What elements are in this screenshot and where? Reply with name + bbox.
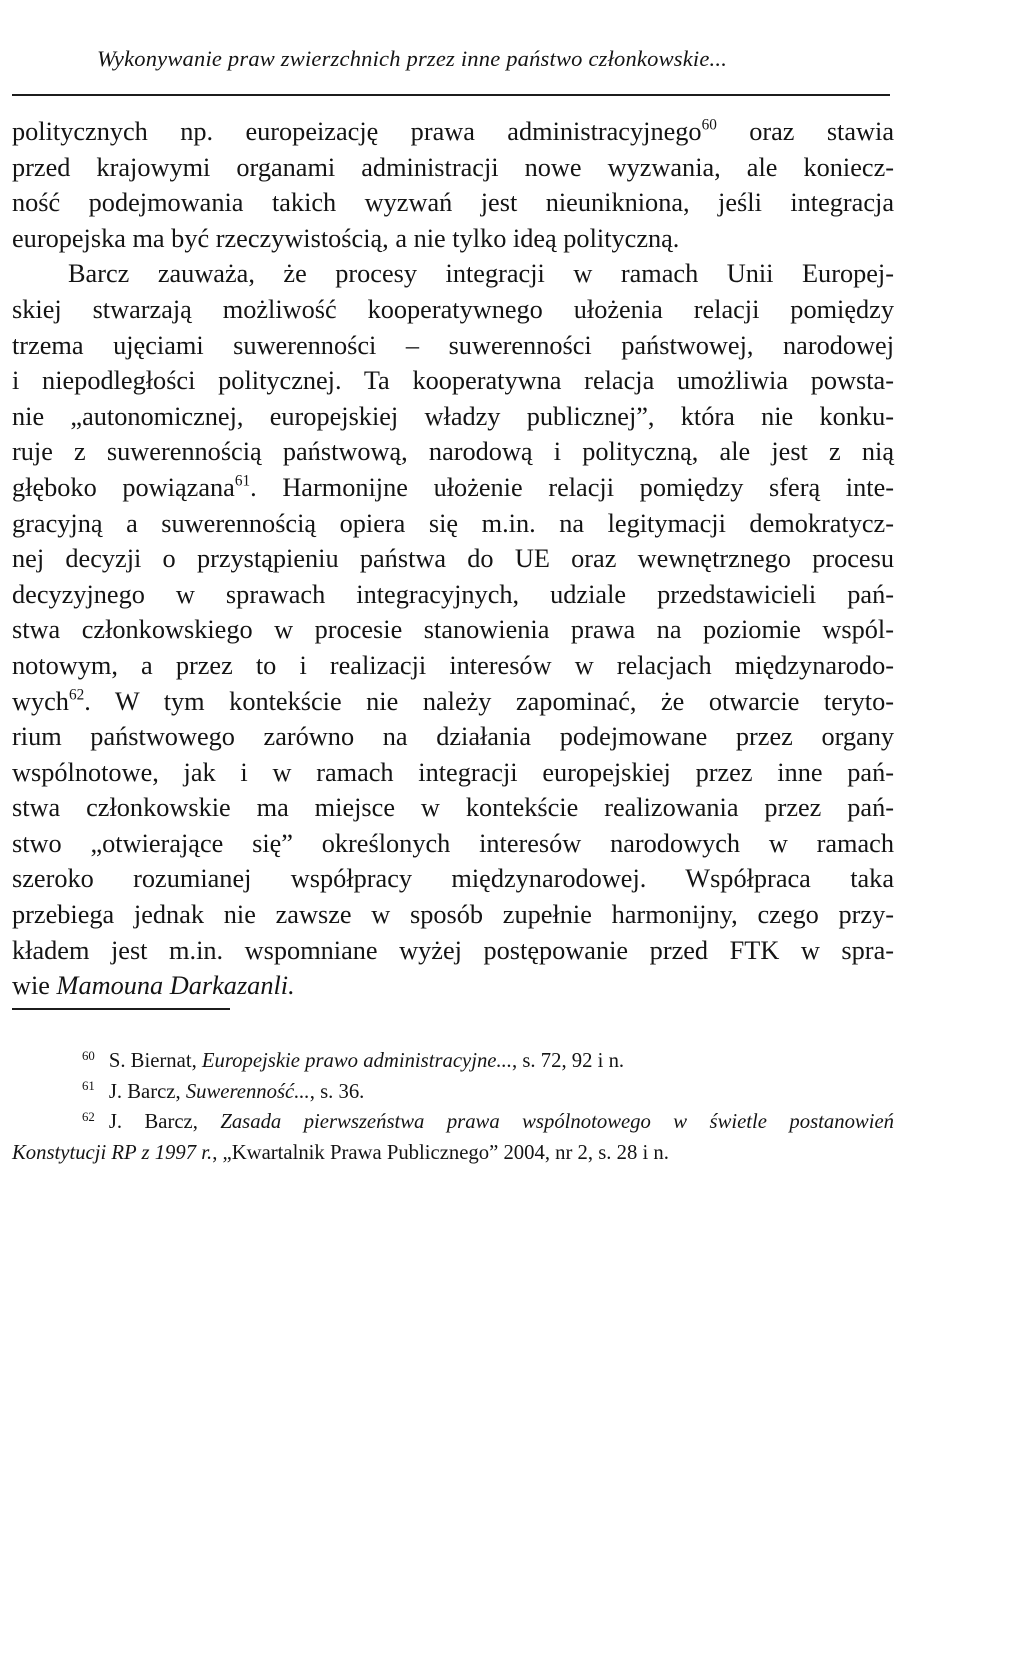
body-line: stwo „otwierające się” określonych interesów narodowych w ramach [12,828,894,858]
body-line: stwa członkowskie ma miejsce w kontekście realizowania przez pań- [12,793,894,823]
footnote-title: Konstytucji RP z 1997 r. [12,1141,213,1164]
footnote-61 [12,1077,894,1108]
footnote-ref-62[interactable]: 62 [68,685,85,703]
footnote-separator [12,1008,230,1010]
body-line: decyzyjnego w sprawach integracyjnych, udziale przedstawicieli pań- [12,579,894,609]
body-line: rium państwowego zarówno na działania podejmowane przez organy [12,722,894,752]
footnote-text: , „Kwartalnik Prawa Publicznego” 2004, nr 2, s. 28 i n. [212,1141,669,1164]
body-text-span: . W tym kontekście nie należy zapominać, że otwarcie teryto- [84,686,894,716]
body-text-span: politycznych np. europeizację prawa administracyjnego [12,117,702,146]
footnote-62-continuation [12,1138,894,1169]
footnote-text: , s. 36. [309,1080,365,1103]
header-rule [12,94,890,96]
body-line: wspólnotowe, jak i w ramach integracji europejskiej przez inne pań- [12,757,894,787]
body-line: kładem jest m.in. wspomniane wyżej postępowanie przed FTK w spra- [12,935,894,965]
footnotes [12,1046,894,1168]
body-line: przed krajowymi organami administracji nowe wyzwania, ale koniecz- [12,152,894,182]
body-line: trzema ujęciami suwerenności – suwerenności państwowej, narodowej [12,330,894,360]
footnote-title: Europejskie prawo administracyjne... [201,1050,513,1072]
body-line: europejska ma być rzeczywistością, a nie tylko ideą polityczną. [12,223,680,253]
body-line: i niepodległości politycznej. Ta kooperatywna relacja umożliwia powsta- [12,366,894,396]
body-line: ruje z suwerennością państwową, narodową i polityczną, ale jest z nią [12,437,894,467]
body-text-span: głęboko powiązana [12,472,235,502]
body-line [12,968,894,1004]
footnote-number: 60 [82,1048,95,1063]
body-text-span: oraz stawia [716,117,895,146]
body-text-span: wych [12,686,69,716]
body-line [12,114,894,150]
body-line: szeroko rozumianej współpracy międzynarodowej. Współpraca taka [12,864,894,894]
footnote-text: S. Biernat, [108,1050,202,1072]
body-line: notowym, a przez to i realizacji interesów w relacjach międzynarodo- [12,650,894,680]
footnote-text: J. Barcz, [108,1080,186,1103]
footnote-number: 62 [82,1109,95,1124]
body-line [12,684,894,720]
body-line: przebiega jednak nie zawsze w sposób zupełnie harmonijny, czego przy- [12,900,894,930]
body-line: gracyjną a suwerennością opiera się m.in. na legitymacji demokratycz- [12,508,894,538]
body-line: ność podejmowania takich wyzwań jest nieunikniona, jeśli integracja [12,188,894,218]
case-name: Mamouna Darkazanli. [56,971,295,1001]
body-line: nie „autonomicznej, europejskiej władzy publicznej”, która nie konku- [12,401,894,431]
footnote-text: , s. 72, 92 i n. [512,1050,625,1072]
footnote-62 [12,1107,894,1138]
body-line [12,470,894,506]
body-text [12,114,894,1004]
footnote-text: J. Barcz, [108,1111,221,1133]
footnote-ref-60[interactable]: 60 [701,116,717,134]
body-line: stwa członkowskiego w procesie stanowienia prawa na poziomie wspól- [12,615,894,645]
body-line: nej decyzji o przystąpieniu państwa do UE oraz wewnętrznego procesu [12,544,894,574]
body-text-span: . Harmonijne ułożenie relacji pomiędzy sferą inte- [250,472,894,502]
body-line: skiej stwarzają możliwość kooperatywnego ułożenia relacji pomiędzy [12,294,894,324]
footnote-ref-61[interactable]: 61 [234,472,251,490]
footnote-number: 61 [82,1079,95,1094]
body-text-span: wie [12,971,57,1001]
body-line: Barcz zauważa, że procesy integracji w ramach Unii Europej- [68,259,894,289]
footnote-60 [12,1046,894,1077]
footnote-title: Suwerenność... [185,1080,310,1103]
running-header: Wykonywanie praw zwierzchnich przez inne państwo członkowskie... [97,46,728,71]
footnote-title: Zasada pierwszeństwa prawa wspólnotowego w świetle postanowień [220,1111,894,1133]
